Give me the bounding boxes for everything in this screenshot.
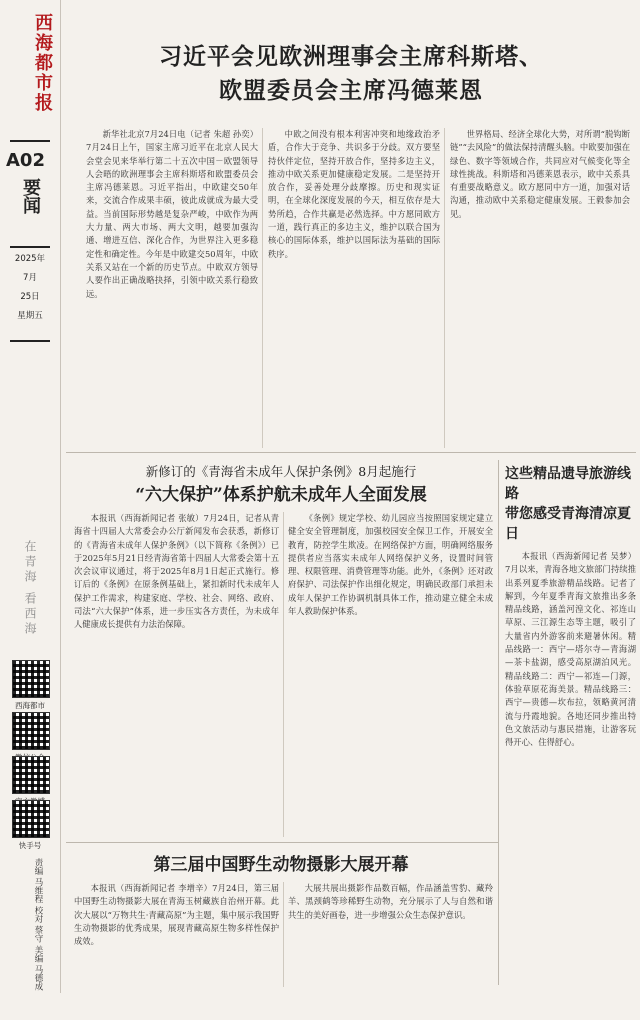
- divider: [283, 882, 284, 987]
- divider: [66, 452, 636, 453]
- divider: [262, 128, 263, 448]
- section-name: 要闻: [20, 178, 41, 214]
- editors-credit: 责编 马维程 校对 蔡守 美编 马德成: [33, 858, 43, 991]
- qr-code[interactable]: [12, 800, 48, 851]
- article3-text: 大展共展出摄影作品数百幅，作品涵盖雪豹、藏羚羊、黑颈鹤等珍稀野生动物，充分展示了人与自然和谐共生的美好画卷，进一步增强公众生态保护意识。: [288, 883, 493, 920]
- sidebar-story: [498, 460, 636, 985]
- article3-col2: [288, 882, 493, 987]
- article1-headline: [66, 40, 636, 108]
- headline-line: 带您感受青海清凉夏日: [505, 506, 631, 542]
- headline-line: 这些精品遗导旅游线路: [505, 466, 631, 502]
- sidebar-story-headline: [505, 464, 636, 544]
- article2-text: 《条例》规定学校、幼儿园应当按照国家规定建立健全安全管理制度，加强校园安全保卫工作，开展安全教育，防控学生欺凌。在网络保护方面，明确网络服务提供者应当落实未成年人网络保护义务，设置时间管理、权限管理、消费管理等功能。此外，《条例》还对政府保护、司法保护作出细化规定，明确民政部门承担未成年人保护工作协调机制具体工作，推动建立健全未成年人救助保护体系。: [288, 513, 493, 617]
- date-month: 7月: [23, 273, 37, 283]
- article2-text: 本报讯（西海新闻记者 张敏）7月24日，记者从青海省十四届人大常委会办公厅新闻发布会获悉，新修订的《青海省未成年人保护条例》（以下简称《条例》）已于2025年5月21日经青海省第十四届人大常委会第十五次会议审议通过，将于2025年8月1日起正式施行。修订后的《条例》在原条例基础上，紧扣新时代未成年人保护工作需求，构建家庭、学校、社会、网络、政府、司法“六大保护”体系，进一步压实各方责任，为未成年人健康成长提供有力法治保障。: [74, 513, 279, 630]
- qr-code-image: [12, 712, 50, 750]
- qr-code-image: [12, 800, 50, 838]
- divider: [283, 512, 284, 837]
- slogan: 在青海 看西海: [23, 540, 37, 637]
- article3-headline: 第三届中国野生动物摄影大展开幕: [153, 855, 409, 875]
- article1-text: 中欧之间没有根本利害冲突和地缘政治矛盾，合作大于竞争、共识多于分歧。双方要坚持伙伴定位，坚持开放合作，坚持多边主义，推动中欧关系更加健康稳定发展。二是坚持开放合作，妥善处理分歧摩擦。历史和现实证明，在全球化深度发展的今天，相互依存是大势所趋，合作共赢是必然选择。中方愿同欧方一道，践行真正的多边主义，维护以联合国为核心的国际体系，维护以国际法为基础的国际秩序。: [268, 129, 440, 259]
- qr-label: 西海都市: [15, 701, 45, 710]
- date-weekday: 星期五: [17, 311, 43, 321]
- qr-code-image: [12, 756, 50, 794]
- divider: [10, 140, 50, 142]
- divider: [66, 842, 498, 843]
- article1-col1: [86, 128, 258, 448]
- left-sidebar: [0, 0, 61, 993]
- masthead-logo: 西海都市报: [32, 13, 53, 113]
- headline-line: 习近平会见欧洲理事会主席科斯塔、: [159, 43, 543, 70]
- sidebar-story-text: 本报讯（西海新闻记者 吴梦）7月以来，青海各地文旅部门持续推出系列夏季旅游精品线路。记者了解到，今年夏季青海文旅推出多条精品线路，涵盖河湟文化、祁连山草原、三江源生态等主题，吸引了大量省内外游客前来避暑休闲。精品线路一：西宁—塔尔寺—青海湖—茶卡盐湖，感受高原湖泊风光。精品线路二：西宁—祁连—门源，体验草原花海美景。精品线路三：西宁—贵德—坎布拉，领略黄河清流与丹霞地貌。各地还同步推出特色文旅活动与惠民措施，让游客玩得开心、住得舒心。: [505, 551, 636, 748]
- article2-kicker: 新修订的《青海省未成年人保护条例》8月起施行: [145, 464, 417, 479]
- article2-col1: [74, 512, 279, 837]
- qr-code-image: [12, 660, 50, 698]
- article1-col3: [450, 128, 630, 448]
- date-day: 25日: [20, 292, 40, 302]
- article3-col1: [74, 882, 279, 987]
- article1-text: 新华社北京7月24日电（记者 朱超 孙奕）7月24日上午，国家主席习近平在北京人民大会堂会见来华举行第二十五次中国－欧盟领导人会晤的欧洲理事会主席科斯塔和欧盟委员会主席冯德莱恩。习近平指出，中欧建交50年来，交流合作成果丰硕，彼此成就成为最大受益。当前国际形势越是复杂严峻，中欧作为两大力量、两大市场、两大文明，越要加强沟通、增进互信、深化合作，为世界注入更多稳定性和确定性。今年是中欧建交50周年，中欧关系又站在一个新的历史节点。中欧双方领导人要作出正确战略抉择，引领中欧关系行稳致远。: [86, 129, 258, 299]
- divider: [444, 128, 445, 448]
- divider: [10, 246, 50, 248]
- date-year: 2025年: [14, 254, 46, 264]
- article1-text: 世界格局、经济全球化大势，对所谓“脱钩断链”“去风险”的做法保持清醒头脑。中欧要加强在绿色、数字等领域合作，共同应对气候变化等全球性挑战。科斯塔和冯德莱恩表示，欧中关系具有重要战略意义。欧方愿同中方一道，加强对话沟通，推动欧中关系稳定健康发展。王毅参加会见。: [450, 129, 630, 219]
- article2-col2: [288, 512, 493, 837]
- article2-headline: “六大保护”体系护航未成年人全面发展: [135, 485, 427, 505]
- article3-text: 本报讯（西海新闻记者 李增辛）7月24日，第三届中国野生动物摄影大展在青海玉树藏族自治州开幕。此次大展以“万物共生·青藏高原”为主题，集中展示我国野生动物摄影的优秀成果，展现青藏高原生物多样性保护成效。: [74, 883, 279, 947]
- page-number: A02: [6, 150, 45, 171]
- divider: [10, 340, 50, 342]
- date-block: [8, 250, 52, 326]
- article1-col2: [268, 128, 440, 448]
- sidebar-story-body: [505, 550, 636, 1020]
- qr-label: 快手号: [18, 841, 42, 850]
- headline-line: 欧盟委员会主席冯德莱恩: [219, 77, 483, 104]
